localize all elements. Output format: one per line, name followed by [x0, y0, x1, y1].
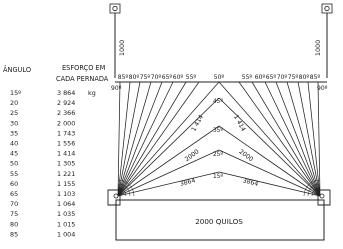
- left-90-label: 90º: [111, 85, 122, 92]
- sling-line: [298, 82, 320, 196]
- header-effort-line2: CADA PERNADA: [56, 75, 109, 83]
- inner-angle-35: 35º: [212, 128, 224, 134]
- table-row-effort: 1 004: [57, 230, 76, 239]
- top-angle-left: 85º: [117, 74, 129, 81]
- sling-line: [287, 82, 320, 196]
- top-angle-right: 55º: [241, 74, 253, 81]
- right-hook-eye: [325, 6, 329, 10]
- leg-force-right-2000: 2000: [237, 148, 255, 164]
- top-angle-right: 65º: [265, 74, 277, 81]
- table-row-effort: 1 064: [57, 200, 76, 209]
- table-row-angle: 45: [10, 149, 19, 158]
- unit-label: kg: [88, 89, 96, 97]
- top-angle-labels: [118, 74, 321, 81]
- right-hook-block: [322, 4, 332, 13]
- left-hook-load: 1000: [118, 39, 126, 57]
- sling-line: [118, 172, 219, 196]
- table-row-angle: 15º: [10, 89, 22, 97]
- table-row-effort: 1 305: [57, 159, 76, 168]
- inner-angle-45: 45º: [212, 99, 224, 105]
- table-row-angle: 30: [10, 119, 19, 128]
- top-angle-left: 75º: [139, 74, 151, 81]
- table-row-angle: 70: [10, 200, 19, 209]
- table-row-angle: 25: [10, 109, 19, 118]
- top-angle-left: 65º: [161, 74, 173, 81]
- table-row-angle: 60: [10, 179, 19, 188]
- top-angle-right: 60º: [254, 74, 266, 81]
- top-angle-left: 70º: [150, 74, 162, 81]
- top-angle-left: 60º: [172, 74, 184, 81]
- table-row-effort: 1 221: [57, 169, 76, 178]
- table-row-angle: 50: [10, 159, 19, 168]
- top-angle-right: 75º: [287, 74, 299, 81]
- table-row-angle: 35: [10, 129, 19, 138]
- top-angle-right: 85º: [309, 74, 321, 81]
- sling-line: [118, 82, 219, 196]
- top-angle-right: 70º: [276, 74, 288, 81]
- table-row-angle: 75: [10, 210, 19, 219]
- leg-force-right-1414: 1 414: [231, 113, 247, 133]
- sling-line: [118, 98, 219, 196]
- inner-angle-15: 15º: [212, 174, 224, 180]
- inner-angle-25: 25º: [212, 152, 224, 158]
- table-row-angle: 80: [10, 220, 19, 229]
- load-block: [108, 190, 330, 240]
- table-row-effort: 2 366: [57, 109, 76, 118]
- table-row-angle: 85: [10, 230, 19, 239]
- header-effort-line1: ESFORÇO EM: [62, 64, 106, 72]
- top-angle-center: 50º: [213, 74, 225, 81]
- effort-table: [3, 64, 109, 238]
- table-row-effort: 3 864: [57, 89, 76, 97]
- top-angle-left: 55º: [185, 74, 197, 81]
- left-lug-eye: [114, 194, 118, 198]
- table-row-effort: 1 556: [57, 139, 76, 148]
- leg-force-left-1414: 1 414: [190, 113, 206, 133]
- sling-line: [118, 126, 219, 196]
- table-row-effort: 1 414: [57, 149, 76, 158]
- sling-line: [219, 126, 320, 196]
- sling-line: [219, 98, 320, 196]
- right-hook-load: 1000: [314, 39, 322, 57]
- leg-force-right-3864: 3864: [241, 177, 259, 188]
- table-row-angle: 20: [10, 99, 19, 108]
- table-row-effort: 2 924: [57, 99, 76, 108]
- table-row-effort: 1 035: [57, 210, 76, 219]
- left-hook-block: [110, 4, 120, 13]
- sling-line: [118, 82, 140, 196]
- table-row-effort: 2 000: [57, 119, 76, 128]
- right-hook: [314, 4, 332, 78]
- sling-line: [265, 82, 320, 196]
- table-row-effort: 1 015: [57, 220, 76, 229]
- left-hook: [110, 4, 126, 78]
- table-row-effort: 1 743: [57, 129, 76, 138]
- load-label: 2000 QUILOS: [195, 217, 243, 226]
- sling-line: [219, 172, 320, 196]
- left-hook-eye: [113, 6, 117, 10]
- right-lug-eye: [320, 194, 324, 198]
- leg-force-left-2000: 2000: [183, 148, 201, 164]
- table-row-effort: 1 103: [57, 190, 76, 198]
- header-angle: ÂNGULO: [3, 66, 32, 74]
- sling-line: [219, 82, 320, 196]
- table-rows: [10, 89, 75, 238]
- table-row-angle: 65: [10, 190, 19, 198]
- table-row-angle: 55: [10, 169, 19, 178]
- sling-line: [118, 82, 151, 196]
- table-row-angle: 40: [10, 139, 19, 148]
- right-90-label: 90º: [317, 85, 328, 92]
- leg-force-left-3864: 3864: [179, 177, 197, 188]
- table-row-effort: 1 155: [57, 179, 76, 188]
- sling-line: [118, 82, 173, 196]
- top-angle-left: 80º: [128, 74, 140, 81]
- top-angle-right: 80º: [298, 74, 310, 81]
